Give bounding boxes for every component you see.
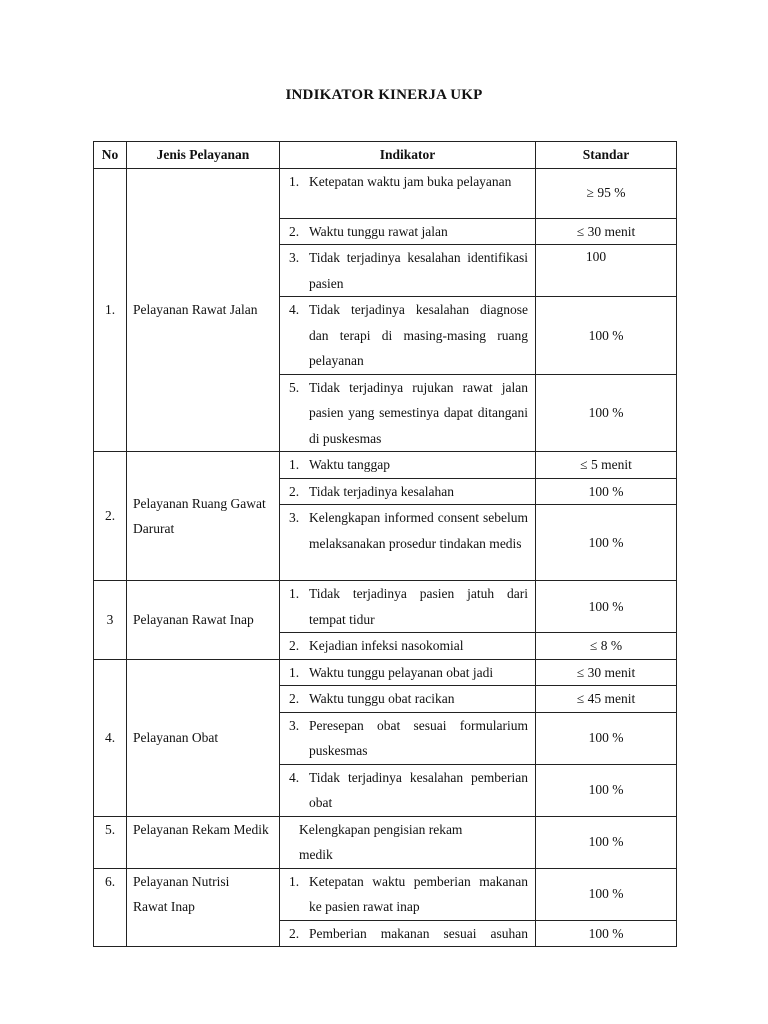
standard-value: 100 % bbox=[536, 712, 677, 764]
table-row bbox=[94, 816, 677, 868]
indicator-text: Waktu tunggu pelayanan obat jadi bbox=[309, 664, 494, 680]
group-number: 6. bbox=[94, 868, 127, 947]
indicator-text: Waktu tunggu rawat jalan bbox=[309, 223, 448, 239]
indicator-cell bbox=[280, 868, 536, 920]
group-service: Pelayanan Rawat Inap bbox=[127, 581, 280, 660]
indicator-number: 1. bbox=[289, 873, 300, 889]
group-service: Pelayanan Nutrisi Rawat Inap bbox=[127, 868, 280, 947]
header-jenis-pelayanan: Jenis Pelayanan bbox=[127, 142, 280, 169]
indicator-cell bbox=[280, 686, 536, 713]
table-row bbox=[94, 868, 677, 920]
indicator-number: 1. bbox=[289, 664, 300, 680]
indicator-text: Peresepan obat sesuai formularium puskesmas bbox=[309, 717, 528, 758]
header-no: No bbox=[94, 142, 127, 169]
standard-value: 100 % bbox=[536, 868, 677, 920]
indicator-text: Ketepatan waktu pemberian makanan ke pasien rawat inap bbox=[309, 873, 528, 914]
indicator-text: Pemberian makanan sesuai asuhan bbox=[309, 925, 528, 941]
page-title: INDIKATOR KINERJA UKP bbox=[285, 87, 483, 103]
indicator-cell bbox=[280, 218, 536, 245]
indicator-number: 3. bbox=[289, 250, 300, 265]
group-number: 4. bbox=[94, 659, 127, 816]
indicator-cell bbox=[280, 581, 536, 633]
indicator-number: 2. bbox=[289, 691, 300, 706]
group-service: Pelayanan Ruang Gawat Darurat bbox=[127, 452, 280, 581]
indicator-text: Tidak terjadinya kesalahan pemberian obat bbox=[309, 769, 528, 810]
table-row bbox=[94, 168, 677, 218]
standard-value: 100 % bbox=[536, 297, 677, 375]
indicator-text: Tidak terjadinya kesalahan diagnose dan terapi di masing-masing ruang pelayanan bbox=[309, 302, 528, 368]
indicator-number: 2. bbox=[289, 638, 300, 653]
indicator-cell bbox=[280, 297, 536, 375]
table-header-row bbox=[94, 142, 677, 169]
group-service: Pelayanan Obat bbox=[127, 659, 280, 816]
indicator-number: 5. bbox=[289, 379, 300, 395]
standard-value: ≤ 30 menit bbox=[536, 218, 677, 245]
standard-value: 100 % bbox=[536, 816, 677, 868]
indicator-cell bbox=[280, 452, 536, 479]
standard-value: 100 bbox=[536, 245, 677, 297]
group-number: 5. bbox=[94, 816, 127, 868]
indicator-number: 3. bbox=[289, 510, 300, 525]
indicator-number: 4. bbox=[289, 302, 300, 317]
indicator-cell bbox=[280, 374, 536, 452]
indicator-text: Tidak terjadinya rujukan rawat jalan pasien yang semestinya dapat ditangani di puskesmas bbox=[309, 379, 528, 446]
indicator-text: Waktu tunggu obat racikan bbox=[309, 691, 455, 706]
group-service: Pelayanan Rekam Medik bbox=[127, 816, 280, 868]
indicator-number: 1. bbox=[289, 173, 300, 189]
standard-value: ≤ 30 menit bbox=[536, 659, 677, 686]
indicator-cell bbox=[280, 633, 536, 660]
table-row bbox=[94, 659, 677, 686]
indicator-text: Waktu tanggap bbox=[309, 457, 391, 472]
indicator-number: 1. bbox=[289, 457, 300, 472]
indicator-number: 3. bbox=[289, 717, 300, 733]
standard-value: 100 % bbox=[536, 920, 677, 947]
standard-value: ≤ 5 menit bbox=[536, 452, 677, 479]
indicator-number: 2. bbox=[289, 223, 300, 239]
indicator-cell bbox=[280, 505, 536, 581]
indicator-number: 2. bbox=[289, 925, 300, 941]
standard-value: 100 % bbox=[536, 581, 677, 633]
indicator-number: 2. bbox=[289, 483, 300, 499]
standard-value: 100 % bbox=[536, 374, 677, 452]
standard-value: ≤ 45 menit bbox=[536, 686, 677, 713]
table-row bbox=[94, 581, 677, 633]
indicator-text: Ketepatan waktu jam buka pelayanan bbox=[309, 173, 512, 189]
indicator-cell bbox=[280, 478, 536, 505]
indicator-text: Kelengkapan pengisian rekam medik bbox=[299, 821, 463, 862]
group-number: 1. bbox=[94, 168, 127, 452]
group-service: Pelayanan Rawat Jalan bbox=[127, 168, 280, 452]
indicator-cell bbox=[280, 920, 536, 947]
indicator-cell bbox=[280, 659, 536, 686]
indicator-cell bbox=[280, 816, 536, 868]
indicator-cell bbox=[280, 764, 536, 816]
header-indikator: Indikator bbox=[280, 142, 536, 169]
standard-value: ≤ 8 % bbox=[536, 633, 677, 660]
indicator-text: Tidak terjadinya pasien jatuh dari tempat tidur bbox=[309, 586, 528, 627]
indicator-text: Kelengkapan informed consent sebelum melaksanakan prosedur tindakan medis bbox=[309, 510, 528, 551]
indicator-cell bbox=[280, 168, 536, 218]
indicator-cell bbox=[280, 245, 536, 297]
indicator-cell bbox=[280, 712, 536, 764]
standard-value: 100 % bbox=[536, 764, 677, 816]
group-number: 2. bbox=[94, 452, 127, 581]
indicator-text: Tidak terjadinya kesalahan identifikasi pasien bbox=[309, 250, 528, 291]
indicator-number: 1. bbox=[289, 586, 300, 601]
indicator-text: Tidak terjadinya kesalahan bbox=[309, 483, 454, 499]
indicator-text: Kejadian infeksi nasokomial bbox=[309, 638, 464, 653]
indicator-number: 4. bbox=[289, 769, 300, 785]
standard-value: ≥ 95 % bbox=[536, 168, 677, 218]
standard-value: 100 % bbox=[536, 478, 677, 505]
header-standar: Standar bbox=[536, 142, 677, 169]
table-row bbox=[94, 452, 677, 479]
standard-value: 100 % bbox=[536, 505, 677, 581]
group-number: 3 bbox=[94, 581, 127, 660]
indicator-table bbox=[93, 141, 677, 947]
